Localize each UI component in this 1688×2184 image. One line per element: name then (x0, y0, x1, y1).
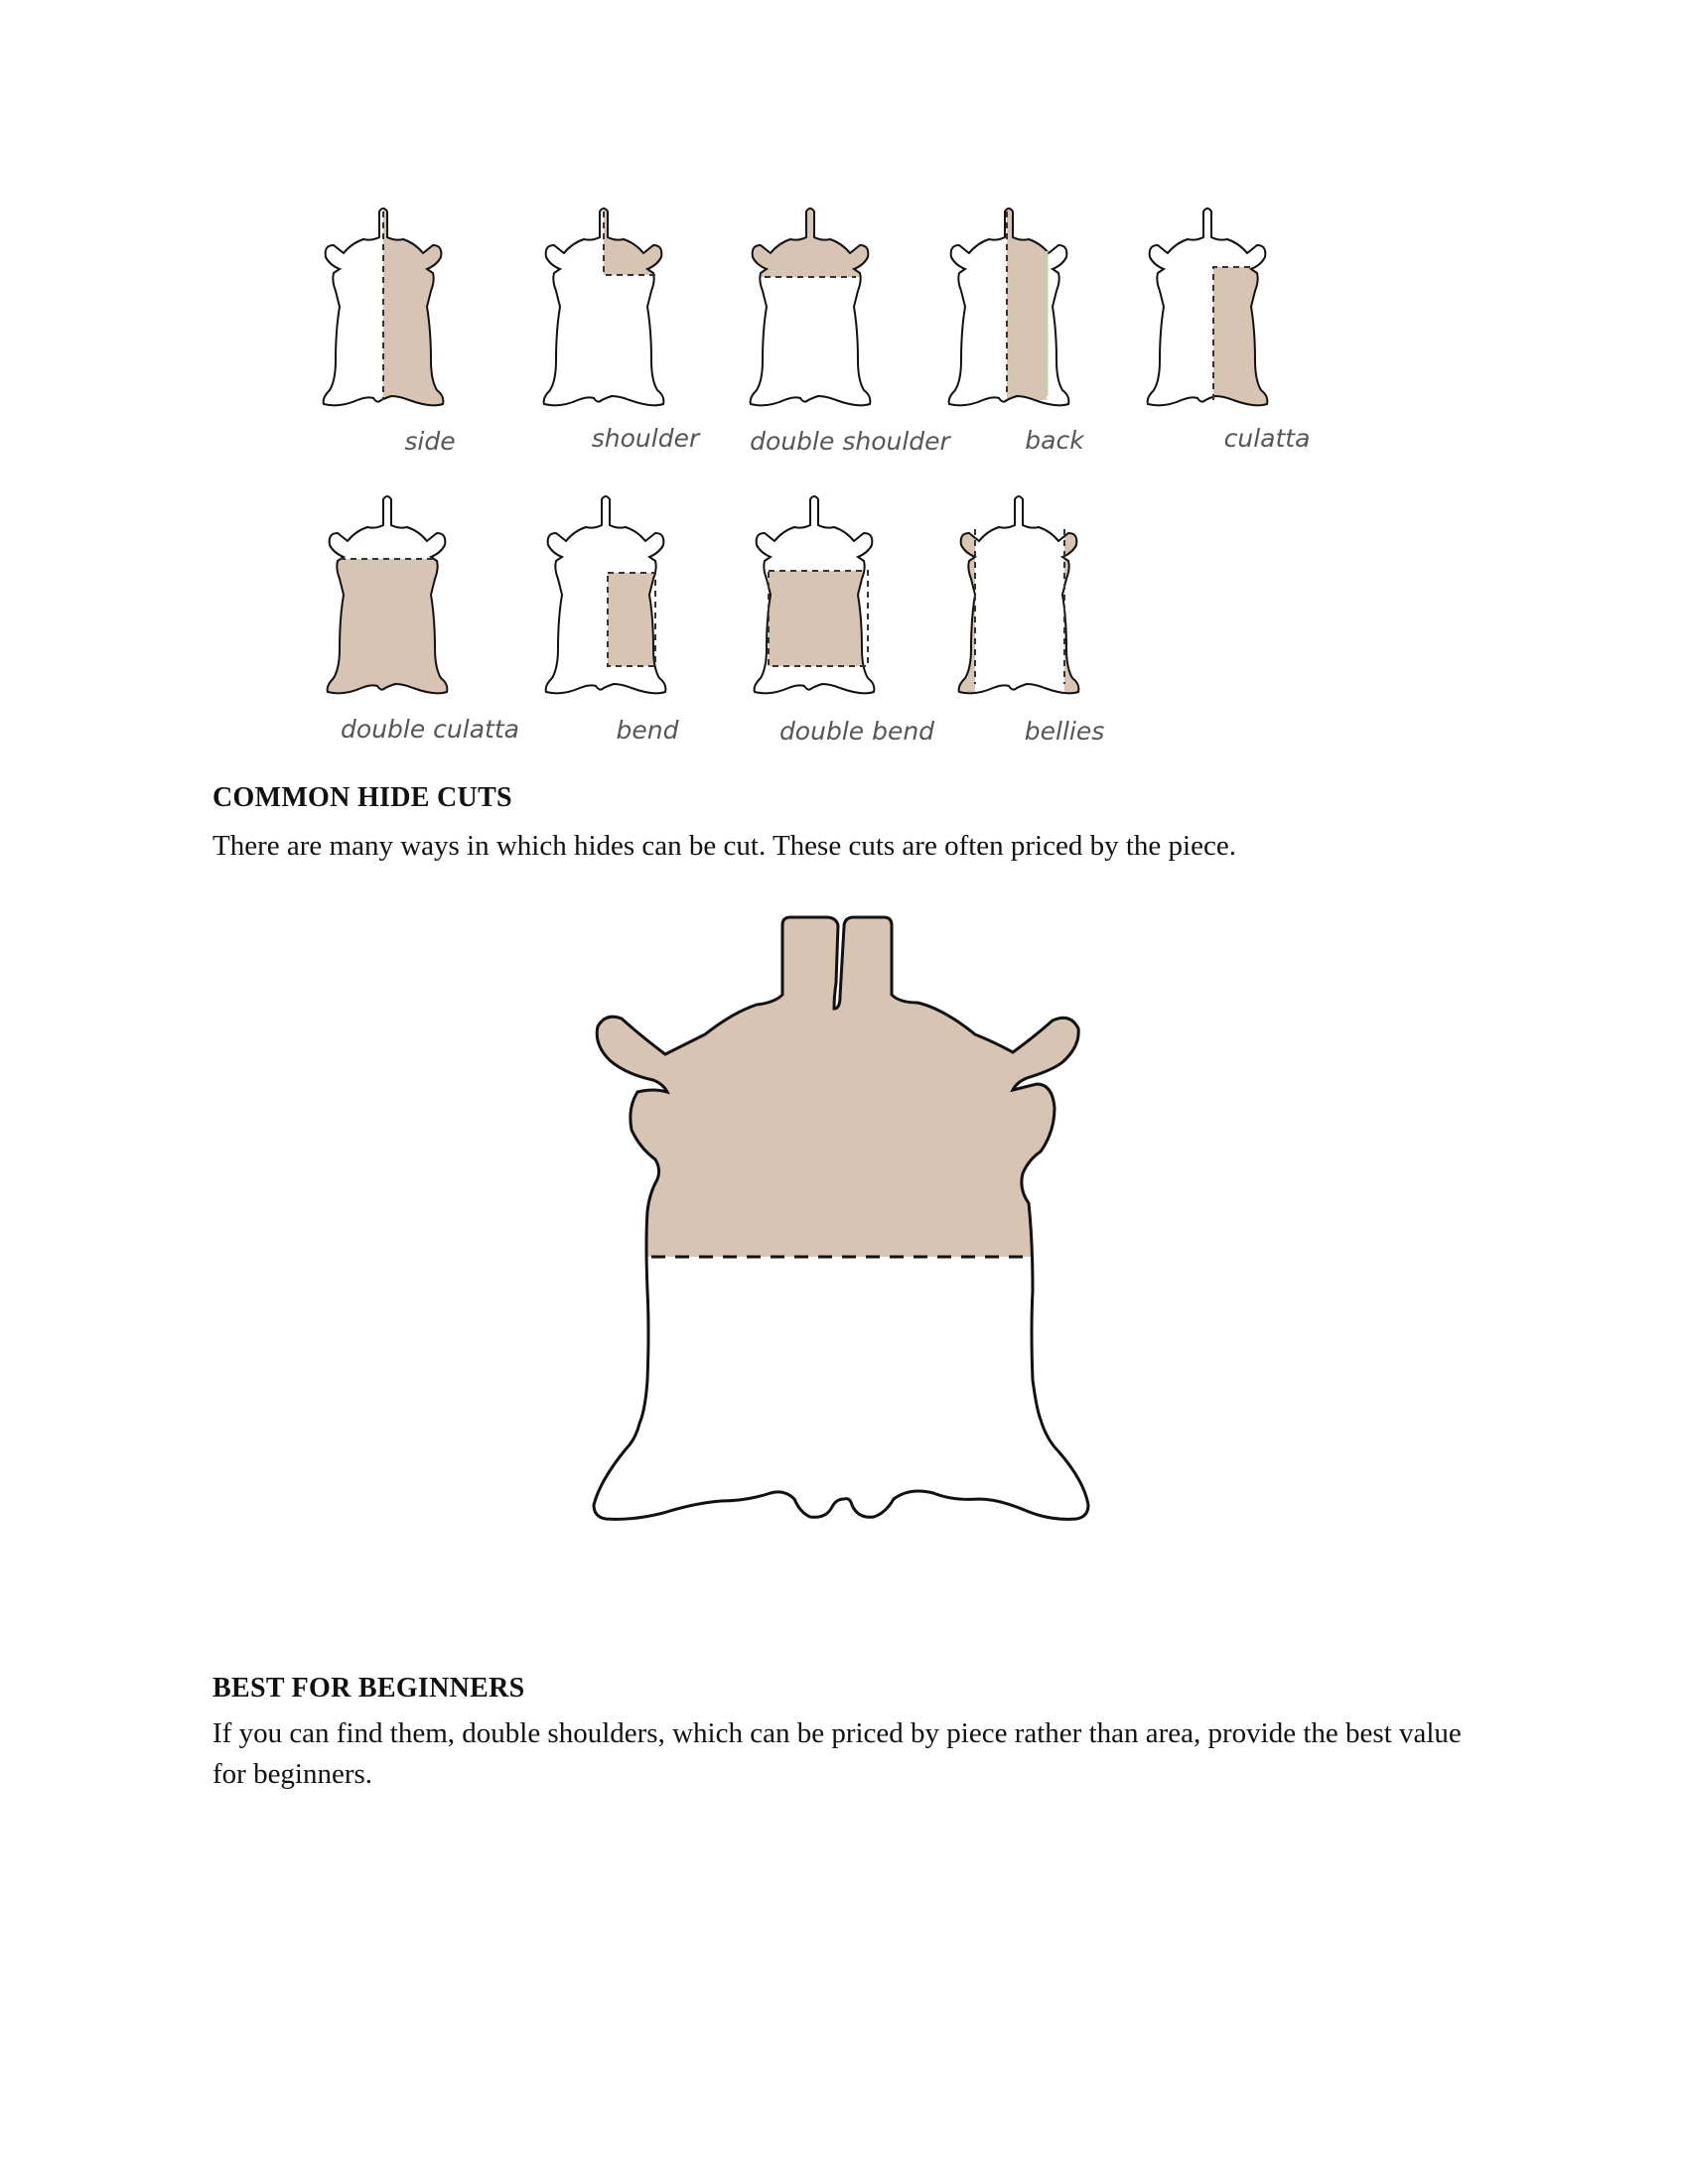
label-double-bend: double bend (778, 717, 935, 746)
label-culatta: culatta (1223, 424, 1311, 453)
cut-double-shoulder (751, 208, 871, 405)
double-shoulder-svg (536, 913, 1152, 1648)
section-title-common-hide-cuts: COMMON HIDE CUTS (212, 782, 512, 813)
label-bellies: bellies (1024, 717, 1105, 746)
cut-bellies (959, 496, 1079, 693)
label-back: back (1025, 426, 1084, 455)
section-body-best-for-beginners: If you can find them, double shoulders, which can be priced by piece rather than area, provide the best value for beginners. (212, 1717, 1462, 1790)
section-title-best-for-beginners: BEST FOR BEGINNERS (212, 1673, 525, 1704)
label-shoulder: shoulder (591, 424, 700, 453)
cut-double-culatta (328, 496, 448, 693)
label-double-shoulder: double shoulder (750, 427, 950, 456)
section-body-common-hide-cuts: There are many ways in which hides can be cut. These cuts are often priced by the piece. (212, 830, 1236, 862)
label-double-culatta: double culatta (341, 715, 519, 744)
hide-cuts-diagram (318, 194, 1370, 769)
cut-culatta (1148, 208, 1268, 405)
cut-shoulder (544, 208, 664, 405)
cut-double-bend (755, 496, 875, 693)
cut-side (324, 208, 444, 405)
double-shoulder-diagram (536, 913, 1152, 1648)
label-side: side (404, 427, 456, 456)
label-bend: bend (616, 716, 679, 745)
hide-cuts-svg (318, 194, 1370, 769)
cut-back (949, 208, 1069, 405)
cut-bend (546, 496, 666, 693)
